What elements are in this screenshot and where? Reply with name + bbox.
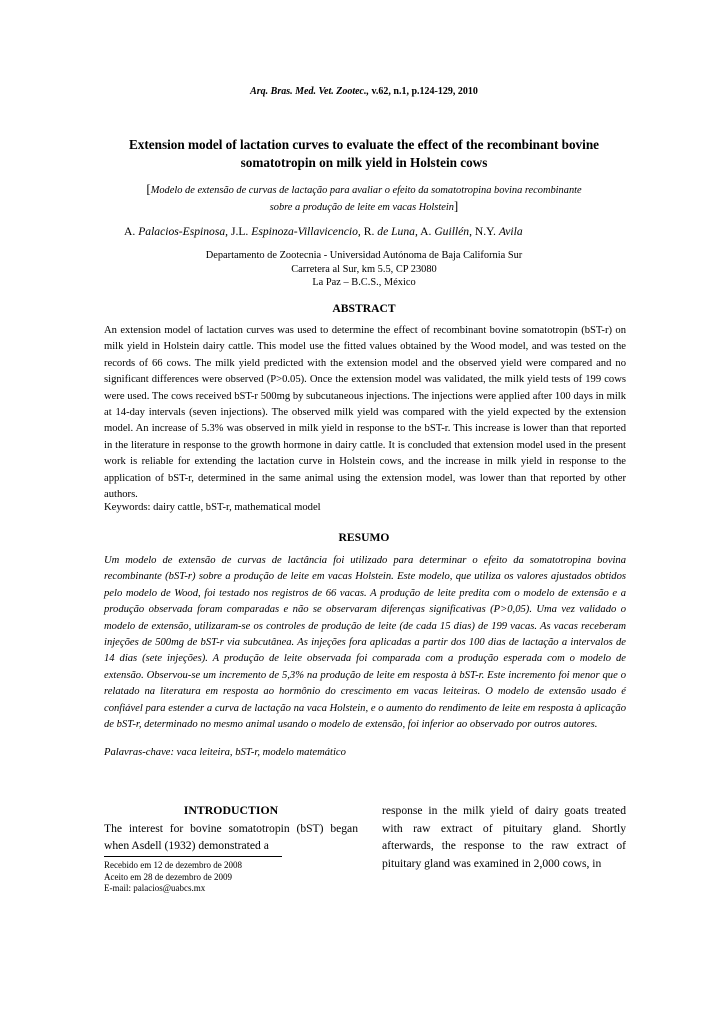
footnotes bbox=[104, 860, 344, 895]
affiliation bbox=[120, 249, 608, 290]
author-separator: , bbox=[469, 225, 475, 238]
introduction-left-text: The interest for bovine somatotropin (bST) began when Asdell (1932) demonstrated a bbox=[104, 821, 358, 853]
resumo-heading: RESUMO bbox=[338, 531, 390, 544]
portuguese-title-text-2: sobre a produção de leite em vacas Holstein bbox=[269, 202, 454, 213]
affiliation-line-1: Departamento de Zootecnia - Universidad Autónoma de Baja California Sur bbox=[205, 250, 523, 261]
introduction-heading: INTRODUCTION bbox=[183, 803, 279, 817]
abstract-text: An extension model of lactation curves was used to determine the effect of recombinant bovine somatotropin (bST-r) on milk yield in Holstein dairy cattle. This model use the fitted values obtained by the Wood model, and was tested on the records of 66 cows. The milk yield predicted with the extension model and the observed yield were compared and no significant differences were observed (P>0.05). Once the extension model was validated, the milk yield tests of 199 cows were used. The cows received bST-r 500mg by subcutaneous injections. The injections were applied after 100 days in milk at 14-day intervals (seven injections). The observed milk yield was compared with the yield expected by the extension model. An increase of 5.3% was observed in milk yield in response to the bST-r. This increase is lower than that reported in the literature in response to the growth hormone in dairy cattle. It is concluded that extension model used in the present work is reliable for extending the lactation curve in Holstein cows, and the increase in milk yield in response to the application of bST-r, determined in the same animal using the extension model, was lower than that reported by other authors. bbox=[104, 325, 626, 501]
author-5 bbox=[475, 225, 523, 238]
abstract-heading: ABSTRACT bbox=[332, 302, 396, 315]
portuguese-title-line-2 bbox=[124, 198, 604, 215]
journal-citation bbox=[0, 86, 728, 97]
portuguese-title bbox=[124, 181, 604, 215]
author-surname: de Luna bbox=[377, 225, 415, 238]
author-list bbox=[124, 224, 684, 240]
received-date: Recebido em 12 de dezembro de 2008 bbox=[104, 860, 242, 870]
portuguese-title-text-1: Modelo de extensão de curvas de lactação para avaliar o efeito da somatotropina bovina recombinante bbox=[150, 185, 582, 196]
author-separator: , bbox=[414, 225, 421, 238]
footnote-divider bbox=[104, 856, 282, 857]
author-surname: Palacios-Espinosa bbox=[138, 225, 226, 238]
journal-volume: v.62, n.1, p.124-129, 2010 bbox=[371, 86, 478, 97]
portuguese-title-line-1 bbox=[124, 181, 604, 198]
title-line-1: Extension model of lactation curves to evaluate the effect of the recombinant bovine bbox=[128, 137, 600, 152]
author-surname: Espinoza-Villavicencio bbox=[251, 225, 358, 238]
title-line-2: somatotropin on milk yield in Holstein cows bbox=[240, 155, 488, 170]
author-initial: R. bbox=[363, 225, 375, 238]
author-2 bbox=[231, 225, 364, 238]
author-initial: J.L. bbox=[230, 225, 249, 238]
resumo-keywords: Palavras-chave: vaca leiteira, bST-r, modelo matemático bbox=[104, 747, 346, 758]
journal-name: Arq. Bras. Med. Vet. Zootec., bbox=[250, 86, 369, 97]
author-initial: A. bbox=[124, 225, 136, 238]
author-4 bbox=[420, 225, 475, 238]
abstract-keywords: Keywords: dairy cattle, bST-r, mathematical model bbox=[104, 502, 321, 513]
author-initial: A. bbox=[420, 225, 432, 238]
paper-title bbox=[110, 136, 618, 172]
author-separator: , bbox=[357, 225, 364, 238]
introduction-left-column bbox=[104, 802, 358, 855]
author-1 bbox=[124, 225, 231, 238]
affiliation-line-3: La Paz – B.C.S., México bbox=[312, 277, 416, 288]
author-surname: Avila bbox=[498, 225, 523, 238]
close-bracket: ] bbox=[453, 198, 459, 213]
affiliation-line-2: Carretera al Sur, km 5.5, CP 23080 bbox=[291, 263, 437, 275]
resumo-text: Um modelo de extensão de curvas de lactância foi utilizado para determinar o efeito da somatotropina bovina recombinante (bST-r) sobre a produção de leite em vacas Holstein. Este modelo, que utiliza os valores ajustados obtidos pelo modelo de Wood, foi testado nos registros de 66 vacas. A produção de leite predita com o modelo de extensão e a produção observada foram comparadas e não se observaram diferenças significativas (P>0,05). Uma vez validado o modelo de extensão, utilizaram-se os controles de produção de leite (de cada 15 dias) de 199 vacas. As vacas receberam injeções de 500mg de bST-r via subcutânea. As injeções fora aplicadas a partir dos 100 dias de lactação a intervalos de 14 dias (sete injeções). A produção de leite observada foi comparada com a produção esperada com o modelo de extensão. Observou-se um incremento de 5,3% na produção de leite em resposta à bST-r. Este incremento foi menor que o relatado na literatura em resposta ao hormônio do crescimento em vacas leiteiras. O modelo de extensão usado é confiável para estender a curva de lactação na vaca Holstein, e o aumento do rendimento de leite em resposta à aplicação de bST-r, determinado no mesmo animal usando o modelo de extensão, foi inferior ao observado por outros autores. bbox=[104, 555, 626, 731]
author-3 bbox=[364, 225, 420, 238]
introduction-right-text: response in the milk yield of dairy goats treated with raw extract of pituitary gland. Shortly afterwards, the response to the raw extract of pituitary gland was examined in 2,000 cows, in bbox=[382, 804, 626, 870]
contact-email: E-mail: palacios@uabcs.mx bbox=[104, 883, 206, 894]
author-separator: , bbox=[225, 225, 231, 238]
author-surname: Guillén bbox=[434, 225, 470, 238]
author-initial: N.Y. bbox=[474, 225, 496, 238]
open-bracket: [ bbox=[146, 181, 151, 196]
accepted-date: Aceito em 28 de dezembro de 2009 bbox=[104, 871, 232, 882]
